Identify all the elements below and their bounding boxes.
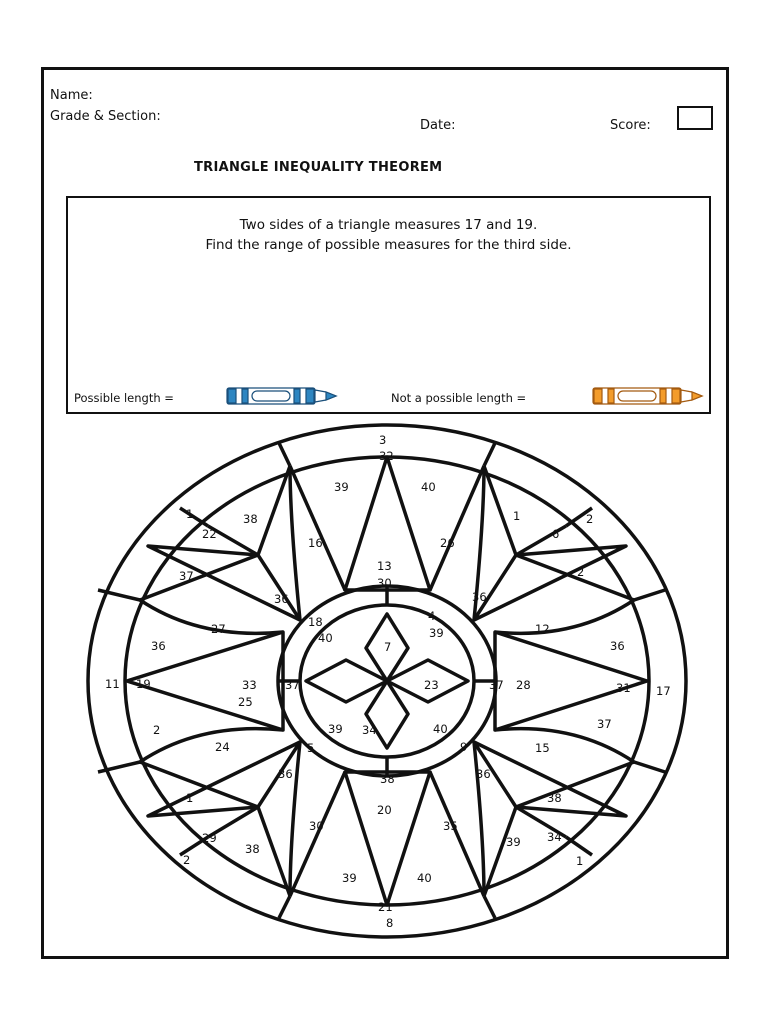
mandala-number: 24 (215, 740, 230, 754)
mandala-number: 30 (309, 819, 324, 833)
mandala-number: 12 (535, 622, 550, 636)
mandala-number: 39 (334, 480, 349, 494)
mandala-number: 34 (547, 830, 562, 844)
mandala-number: 11 (105, 677, 120, 691)
possible-length-label: Possible length = (74, 391, 174, 405)
mandala-number: 26 (440, 536, 455, 550)
mandala-number: 36 (476, 767, 491, 781)
mandala-number: 40 (318, 631, 333, 645)
mandala-number: 23 (424, 678, 439, 692)
mandala-number: 8 (386, 916, 394, 930)
mandala-number: 1 (513, 509, 521, 523)
score-label: Score: (610, 118, 651, 133)
mandala-number: 27 (211, 622, 226, 636)
mandala-number: 7 (384, 640, 392, 654)
mandala-number: 40 (417, 871, 432, 885)
mandala-number: 40 (433, 722, 448, 736)
mandala-number: 2 (577, 565, 585, 579)
mandala-number: 1 (186, 507, 194, 521)
mandala-number: 39 (506, 835, 521, 849)
mandala-number: 36 (472, 590, 487, 604)
mandala-number: 29 (202, 831, 217, 845)
mandala-number: 38 (243, 512, 258, 526)
mandala-number: 37 (285, 678, 300, 692)
mandala-number: 32 (379, 449, 394, 463)
mandala-number: 1 (186, 791, 194, 805)
mandala-number: 28 (516, 678, 531, 692)
mandala-number: 39 (342, 871, 357, 885)
worksheet-title: TRIANGLE INEQUALITY THEOREM (194, 160, 443, 175)
not-possible-length-label: Not a possible length = (391, 391, 527, 405)
mandala-number: 15 (535, 741, 550, 755)
mandala-number: 2 (183, 853, 191, 867)
mandala-number: 25 (238, 695, 253, 709)
problem-line-1: Two sides of a triangle measures 17 and 19. (239, 217, 538, 233)
mandala-number: 6 (552, 527, 560, 541)
date-label: Date: (420, 118, 456, 133)
mandala-number: 36 (151, 639, 166, 653)
name-label: Name: (50, 88, 93, 103)
mandala-number: 40 (421, 480, 436, 494)
mandala-number: 22 (202, 527, 217, 541)
mandala-number: 39 (328, 722, 343, 736)
mandala-number: 33 (242, 678, 257, 692)
mandala-number: 37 (597, 717, 612, 731)
mandala-number: 2 (586, 512, 594, 526)
mandala-number: 2 (153, 723, 161, 737)
mandala-number: 34 (362, 723, 377, 737)
mandala-number: 36 (274, 592, 289, 606)
problem-line-2: Find the range of possible measures for the third side. (205, 237, 572, 253)
mandala-number: 38 (380, 772, 395, 786)
mandala-number: 30 (377, 576, 392, 590)
grade-section-label: Grade & Section: (50, 109, 161, 124)
mandala-number: 5 (307, 741, 315, 755)
mandala-number: 19 (136, 677, 151, 691)
mandala-number: 21 (378, 900, 393, 914)
mandala-number: 39 (429, 626, 444, 640)
mandala-number: 17 (656, 684, 671, 698)
mandala-number: 3 (379, 433, 387, 447)
mandala-number: 36 (610, 639, 625, 653)
mandala-number: 37 (179, 569, 194, 583)
mandala-number: 9 (460, 740, 468, 754)
mandala-number: 31 (616, 681, 631, 695)
mandala-number: 18 (308, 615, 323, 629)
mandala-number: 20 (377, 803, 392, 817)
mandala-number: 4 (428, 609, 436, 623)
mandala-number: 1 (576, 854, 584, 868)
mandala-number: 16 (308, 536, 323, 550)
mandala-number: 38 (547, 791, 562, 805)
mandala-number: 36 (278, 767, 293, 781)
mandala-number: 37 (489, 678, 504, 692)
mandala-number: 35 (443, 819, 458, 833)
mandala-number: 13 (377, 559, 392, 573)
mandala-number: 38 (245, 842, 260, 856)
